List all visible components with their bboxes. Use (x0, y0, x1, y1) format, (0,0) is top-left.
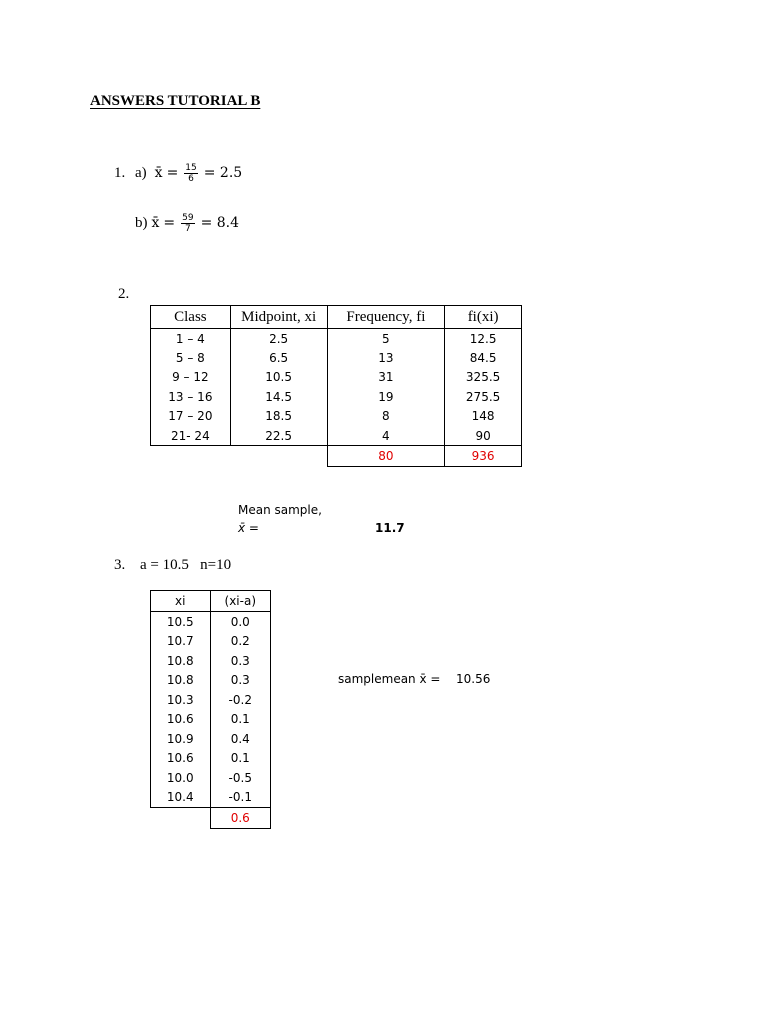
cell: -0.2 (210, 690, 270, 710)
blank-cell (230, 446, 327, 466)
cell: 21- 24 (151, 426, 231, 446)
cell: 10.8 (151, 671, 211, 691)
cell: 1 – 4 (151, 329, 231, 349)
cell: 148 (445, 407, 522, 426)
q1b-var: x̄ (151, 215, 160, 231)
cell: 10.9 (151, 729, 211, 749)
cell: 10.5 (151, 612, 211, 632)
q1b-fraction (181, 213, 194, 234)
table-row (151, 651, 271, 671)
cell: 5 – 8 (151, 348, 231, 367)
cell: 13 (327, 348, 445, 367)
cell: 10.6 (151, 710, 211, 730)
table-row (151, 426, 522, 446)
cell: 22.5 (230, 426, 327, 446)
cell: 10.7 (151, 632, 211, 652)
deviation-table (150, 590, 271, 829)
blank-cell (151, 446, 231, 466)
cell: 8 (327, 407, 445, 426)
cell: 0.3 (210, 651, 270, 671)
q3-given: a = 10.5 n=10 (140, 557, 232, 573)
q1b-label: b) (135, 215, 148, 231)
q1b-equation (135, 210, 239, 236)
table-header-row (151, 591, 271, 612)
totals-row (151, 446, 522, 466)
q1b-result: = 8.4 (200, 215, 240, 231)
cell: 17 – 20 (151, 407, 231, 426)
cell: 0.0 (210, 612, 270, 632)
cell: 90 (445, 426, 522, 446)
q2-number: 2. (118, 286, 130, 302)
header-midpoint: Midpoint, xi (230, 306, 327, 329)
q1a-denominator: 6 (188, 173, 194, 184)
blank-cell (151, 808, 211, 829)
page-title: ANSWERS TUTORIAL B (90, 93, 261, 109)
cell: 0.4 (210, 729, 270, 749)
cell: 31 (327, 368, 445, 387)
cell: 275.5 (445, 387, 522, 406)
cell: 4 (327, 426, 445, 446)
cell: 0.1 (210, 710, 270, 730)
cell: -0.1 (210, 788, 270, 808)
q1a-numerator: 15 (185, 162, 197, 173)
q1a-var: x̄ (154, 165, 163, 181)
sample-mean-value: 10.56 (456, 672, 491, 686)
cell: 10.4 (151, 788, 211, 808)
table-row (151, 612, 271, 632)
cell: 10.3 (151, 690, 211, 710)
q1a-fraction (184, 163, 197, 184)
table-row (151, 368, 522, 387)
q1-number: 1. (114, 165, 126, 181)
q1b-eq: = (163, 215, 176, 231)
q1a-equation (135, 160, 242, 186)
totals-row (151, 808, 271, 829)
table-row (151, 788, 271, 808)
header-xi-a: (xi-a) (210, 591, 270, 612)
cell: 10.0 (151, 768, 211, 788)
total-fixi: 936 (445, 446, 522, 466)
cell: 19 (327, 387, 445, 406)
cell: 12.5 (445, 329, 522, 349)
cell: 10.6 (151, 749, 211, 769)
frequency-table (150, 305, 522, 467)
table-row (151, 729, 271, 749)
cell: 18.5 (230, 407, 327, 426)
cell: 10.8 (151, 651, 211, 671)
q1a-label: a) (135, 165, 147, 181)
header-xi: xi (151, 591, 211, 612)
table-row (151, 690, 271, 710)
q3-number: 3. (114, 557, 126, 573)
cell: 10.5 (230, 368, 327, 387)
total-deviation: 0.6 (210, 808, 270, 829)
table-row (151, 671, 271, 691)
q1a-result: = 2.5 (203, 165, 243, 181)
header-frequency: Frequency, fi (327, 306, 445, 329)
header-class: Class (151, 306, 231, 329)
header-fixi: fi(xi) (445, 306, 522, 329)
q1b-denominator: 7 (185, 223, 191, 234)
cell: 325.5 (445, 368, 522, 387)
cell: 5 (327, 329, 445, 349)
table-row (151, 329, 522, 349)
table-header-row (151, 306, 522, 329)
q1a-eq: = (166, 165, 179, 181)
cell: 13 – 16 (151, 387, 231, 406)
cell: 2.5 (230, 329, 327, 349)
table-row (151, 632, 271, 652)
table-row (151, 710, 271, 730)
cell: 0.2 (210, 632, 270, 652)
cell: 14.5 (230, 387, 327, 406)
cell: 0.1 (210, 749, 270, 769)
table-row (151, 749, 271, 769)
mean-sample-value: 11.7 (375, 521, 405, 535)
sample-mean-label: samplemean x̄ = (338, 672, 441, 686)
cell: -0.5 (210, 768, 270, 788)
table-row (151, 387, 522, 406)
cell: 84.5 (445, 348, 522, 367)
mean-sample-symbol: x̄ = (238, 521, 259, 535)
cell: 6.5 (230, 348, 327, 367)
cell: 0.3 (210, 671, 270, 691)
q1b-numerator: 59 (182, 212, 194, 223)
table-row (151, 407, 522, 426)
table-row (151, 768, 271, 788)
total-frequency: 80 (327, 446, 445, 466)
mean-sample-label: Mean sample, (238, 503, 322, 517)
cell: 9 – 12 (151, 368, 231, 387)
table-row (151, 348, 522, 367)
